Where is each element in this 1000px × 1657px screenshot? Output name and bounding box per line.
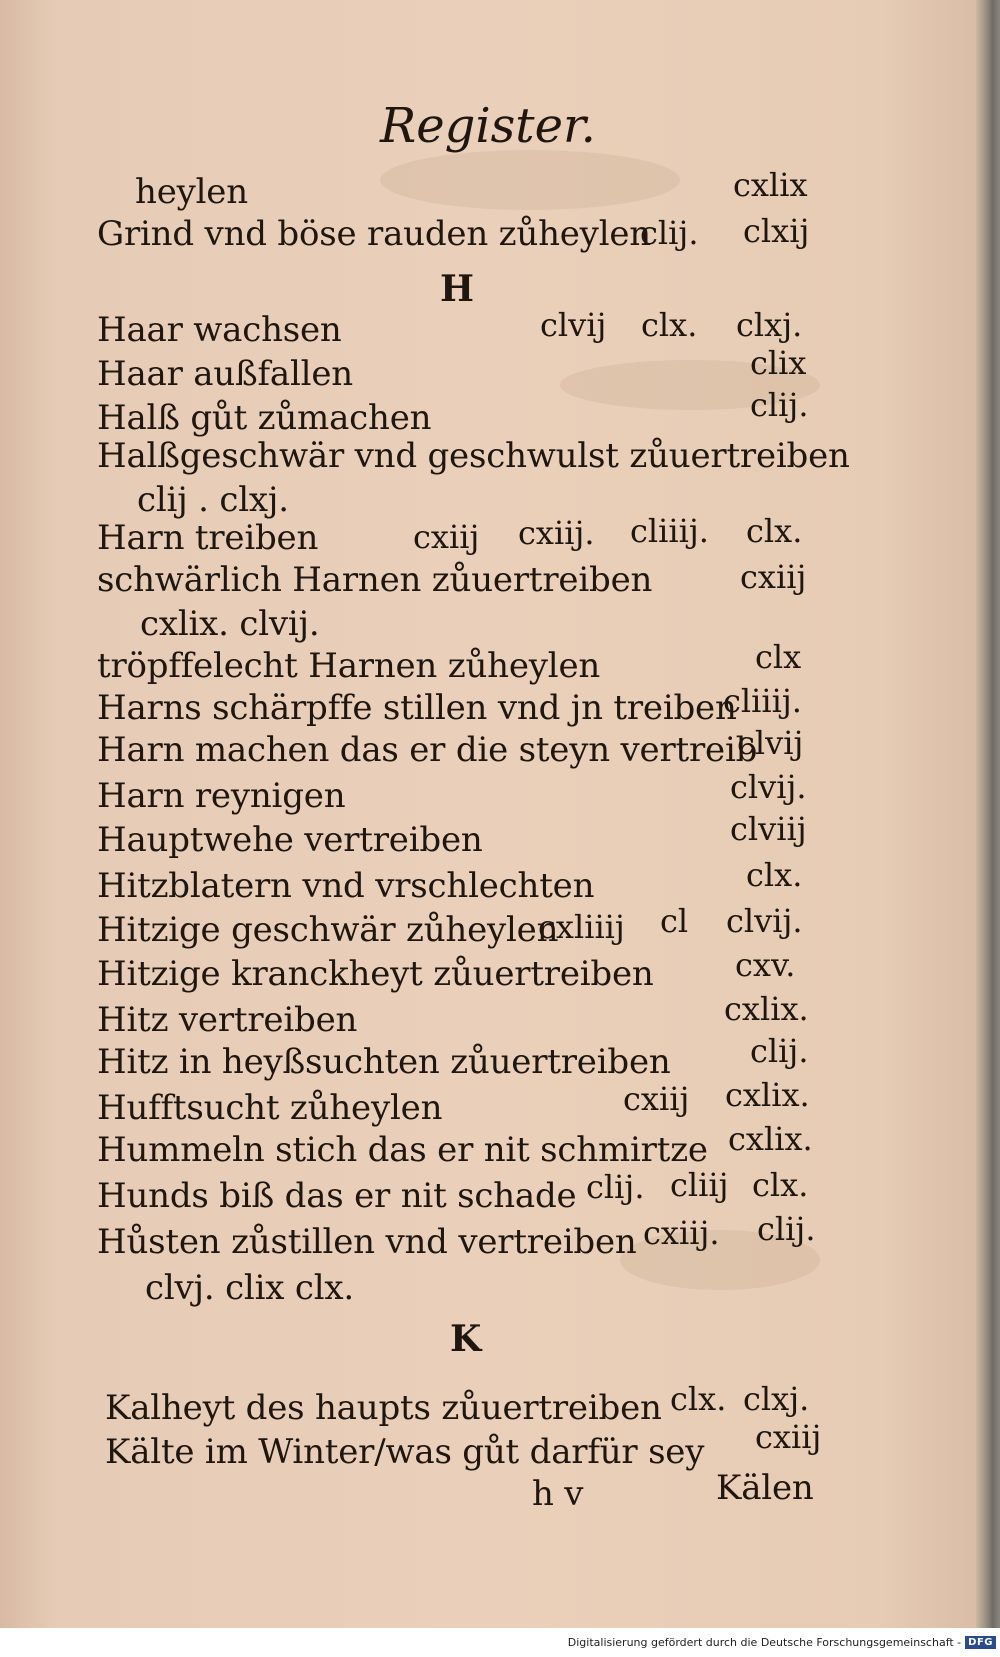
page-ref: cxiij. bbox=[518, 514, 595, 552]
entry-label: Hůsten zůstillen vnd vertreiben bbox=[97, 1222, 637, 1262]
show-through-stain bbox=[380, 150, 680, 210]
section-letter: K bbox=[450, 1318, 482, 1360]
entry-label: tröpffelecht Harnen zůheylen bbox=[97, 646, 601, 686]
entry-label: Halß gůt zůmachen bbox=[97, 398, 432, 438]
entry-label: schwärlich Harnen zůuertreiben bbox=[97, 560, 653, 600]
page-ref: clvij bbox=[540, 306, 607, 344]
entry-label: Hitz in heyßsuchten zůuertreiben bbox=[97, 1042, 671, 1082]
page-ref: clviij bbox=[730, 810, 807, 848]
page-ref: cxiij. bbox=[643, 1214, 720, 1252]
page-ref: clij. bbox=[757, 1210, 816, 1248]
entry-label: heylen bbox=[135, 172, 248, 212]
page-ref: clx. bbox=[746, 856, 803, 894]
page-ref: clij. bbox=[750, 1032, 809, 1070]
entry-label: Grind vnd böse rauden zůheylen bbox=[97, 214, 651, 254]
page-ref: clx. bbox=[670, 1380, 727, 1418]
page-ref: clx bbox=[755, 638, 802, 676]
page-ref: clx. bbox=[641, 306, 698, 344]
entry-continuation: cxlix. clvij. bbox=[140, 604, 320, 644]
entry-continuation: clij . clxj. bbox=[137, 480, 289, 520]
page-ref: cliiij. bbox=[723, 682, 802, 720]
entry-label: Hitzblatern vnd vrschlechten bbox=[97, 866, 595, 906]
page-ref: cliiij. bbox=[630, 512, 709, 550]
page-ref: clxij bbox=[743, 212, 810, 250]
entry-label: Harn reynigen bbox=[97, 776, 346, 816]
section-letter: H bbox=[440, 268, 475, 310]
page-ref: clix bbox=[750, 344, 807, 382]
page-ref: cxv. bbox=[735, 946, 796, 984]
entry-label: Hummeln stich das er nit schmirtze bbox=[97, 1130, 708, 1170]
entry-label: Kalheyt des haupts zůuertreiben bbox=[105, 1388, 662, 1428]
page-ref: cxlix bbox=[733, 166, 808, 204]
catchword: Kälen bbox=[716, 1468, 814, 1508]
page-ref: cxiij bbox=[623, 1080, 690, 1118]
page-ref: cxlix. bbox=[724, 990, 809, 1028]
signature-mark: h v bbox=[532, 1474, 584, 1514]
page-ref: clij. bbox=[586, 1168, 645, 1206]
page-ref: clvij. bbox=[726, 902, 803, 940]
page-ref: clx. bbox=[752, 1166, 809, 1204]
entry-label: Kälte im Winter/was gůt darfür sey bbox=[105, 1432, 705, 1472]
entry-label: Harns schärpffe stillen vnd jn treiben bbox=[97, 688, 737, 728]
entry-label: Hitz vertreiben bbox=[97, 1000, 358, 1040]
page-ref: cxliiij bbox=[538, 908, 625, 946]
entry-label: Haar außfallen bbox=[97, 354, 353, 394]
entry-label: Hufftsucht zůheylen bbox=[97, 1088, 443, 1128]
page-title: Register. bbox=[380, 98, 596, 154]
page-ref: cxiij bbox=[413, 518, 480, 556]
entry-label: Hauptwehe vertreiben bbox=[97, 820, 483, 860]
page-ref: cxlix. bbox=[728, 1120, 813, 1158]
page-ref: clxj. bbox=[736, 306, 803, 344]
dfg-logo: DFG bbox=[965, 1636, 996, 1649]
page-ref: clxj. bbox=[743, 1380, 810, 1418]
entry-label: Harn machen das er die steyn vertreib bbox=[97, 730, 758, 770]
entry-label: Hitzige kranckheyt zůuertreiben bbox=[97, 954, 654, 994]
page-ref: cxiij bbox=[755, 1418, 822, 1456]
page-ref: cxiij bbox=[740, 558, 807, 596]
entry-label: Harn treiben bbox=[97, 518, 319, 558]
entry-label: Hunds biß das er nit schade bbox=[97, 1176, 577, 1216]
page-ref: clx. bbox=[746, 512, 803, 550]
page-ref: cxlix. bbox=[725, 1076, 810, 1114]
entry-continuation: clvj. clix clx. bbox=[145, 1268, 354, 1308]
page-ref: clij. bbox=[750, 386, 809, 424]
entry-label: Halßgeschwär vnd geschwulst zůuertreiben bbox=[97, 436, 850, 476]
page-ref: clvij. bbox=[730, 768, 807, 806]
book-fore-edge bbox=[976, 0, 1000, 1628]
digitization-credit bbox=[568, 1636, 996, 1649]
page-ref: cl bbox=[660, 902, 689, 940]
page-ref: clvij bbox=[737, 724, 804, 762]
entry-label: Haar wachsen bbox=[97, 310, 342, 350]
credit-text: Digitalisierung gefördert durch die Deutsche Forschungsgemeinschaft - bbox=[567, 1636, 962, 1649]
entry-label: Hitzige geschwär zůheylen bbox=[97, 910, 559, 950]
page-ref: cliij bbox=[670, 1166, 729, 1204]
page-ref: clij. bbox=[640, 214, 699, 252]
